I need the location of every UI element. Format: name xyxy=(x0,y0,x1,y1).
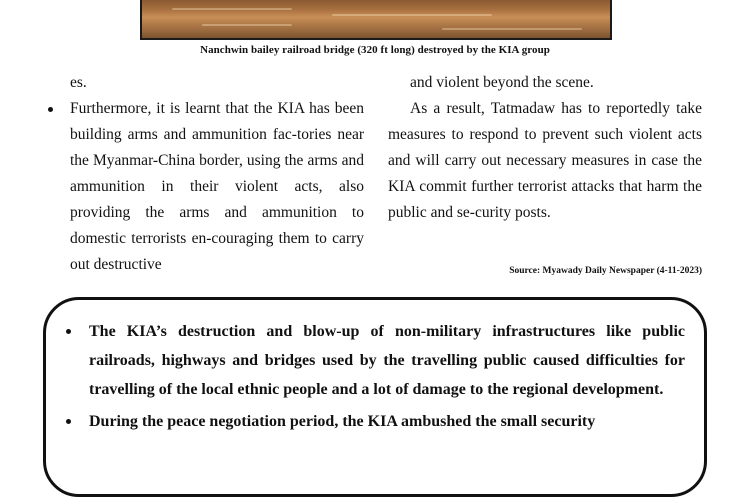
highlight-item xyxy=(89,407,685,436)
highlight-list xyxy=(89,317,685,439)
right-column xyxy=(388,70,702,226)
left-fragment: es. xyxy=(70,74,87,91)
bullet-icon xyxy=(48,107,53,112)
highlight-item xyxy=(89,317,685,404)
highlight-text: During the peace negotiation period, the KIA ambushed the small security xyxy=(89,413,596,430)
right-fragment: and violent beyond the scene. xyxy=(410,74,594,91)
left-bullet-text: Furthermore, it is learnt that the KIA has been building arms and ammunition fac-tories near the Myanmar-China border, using the arms and ammunition in their violent acts, also providing the arms and ammunition to domestic terrorists en-couraging them to carry out destructive xyxy=(70,100,364,273)
source-citation: Source: Myawady Daily Newspaper (4-11-2023) xyxy=(509,266,702,276)
bullet-icon xyxy=(66,419,71,424)
bullet-icon xyxy=(66,329,71,334)
right-paragraph: As a result, Tatmadaw has to reportedly take measures to respond to prevent such violent acts and will carry out necessary measures in case the KIA commit further terrorist attacks that harm the public and se-curity posts. xyxy=(388,100,702,221)
bridge-photo xyxy=(140,0,612,40)
photo-caption: Nanchwin bailey railroad bridge (320 ft long) destroyed by the KIA group xyxy=(200,44,550,56)
left-bullet-item xyxy=(70,96,364,278)
highlight-text: The KIA’s destruction and blow-up of non-military infrastructures like public railroads, highways and bridges used by the travelling public caused difficulties for travelling of the local ethnic people and a lot of damage to the regional development. xyxy=(89,323,685,398)
left-column xyxy=(70,70,364,278)
